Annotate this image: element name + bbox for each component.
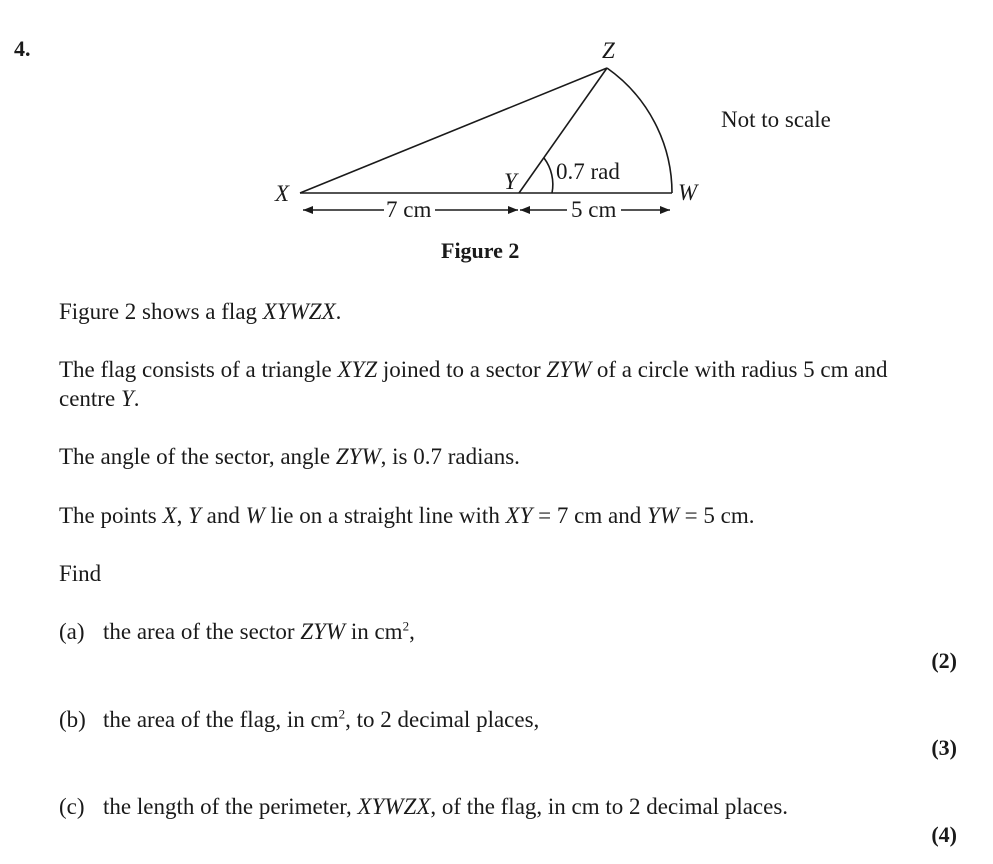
part-c-marks: (4) bbox=[931, 822, 957, 847]
part-b: (b) the area of the flag, in $cm^2$, to 2 decimal places, bbox=[59, 706, 540, 732]
question-number: 4. bbox=[14, 36, 31, 61]
label-angle: 0.7 rad bbox=[556, 159, 620, 184]
part-a: (a) the area of the sector ZYW in $cm^2$, bbox=[59, 618, 415, 644]
label-xy-length: 7 cm bbox=[386, 197, 432, 222]
part-c: (c) the length of the perimeter, XYWZX, of the flag, in cm to 2 decimal places. bbox=[59, 794, 789, 819]
label-w: W bbox=[678, 180, 698, 205]
label-x: X bbox=[275, 181, 290, 206]
figure-caption: Figure 2 bbox=[441, 238, 520, 263]
paragraph-flag-description: The flag consists of a triangle XYZ joined to a sector ZYW of a circle with radius 5 cm and centre Y. bbox=[59, 357, 888, 411]
not-to-scale-note: Not to scale bbox=[721, 107, 831, 132]
part-a-marks: (2) bbox=[931, 648, 957, 673]
label-z: Z bbox=[602, 38, 615, 63]
paragraph-points: The points X, Y and W lie on a straight line with XY = 7 cm and YW = 5 cm. bbox=[59, 503, 755, 528]
label-y: Y bbox=[504, 169, 517, 194]
paragraph-angle: The angle of the sector, angle ZYW, is 0.7 radians. bbox=[59, 444, 520, 469]
paragraph-find: Find bbox=[59, 561, 102, 586]
angle-arc bbox=[544, 158, 553, 193]
label-yw-length: 5 cm bbox=[571, 197, 617, 222]
part-b-marks: (3) bbox=[931, 735, 957, 760]
paragraph-intro: Figure 2 shows a flag XYWZX. bbox=[59, 299, 342, 324]
